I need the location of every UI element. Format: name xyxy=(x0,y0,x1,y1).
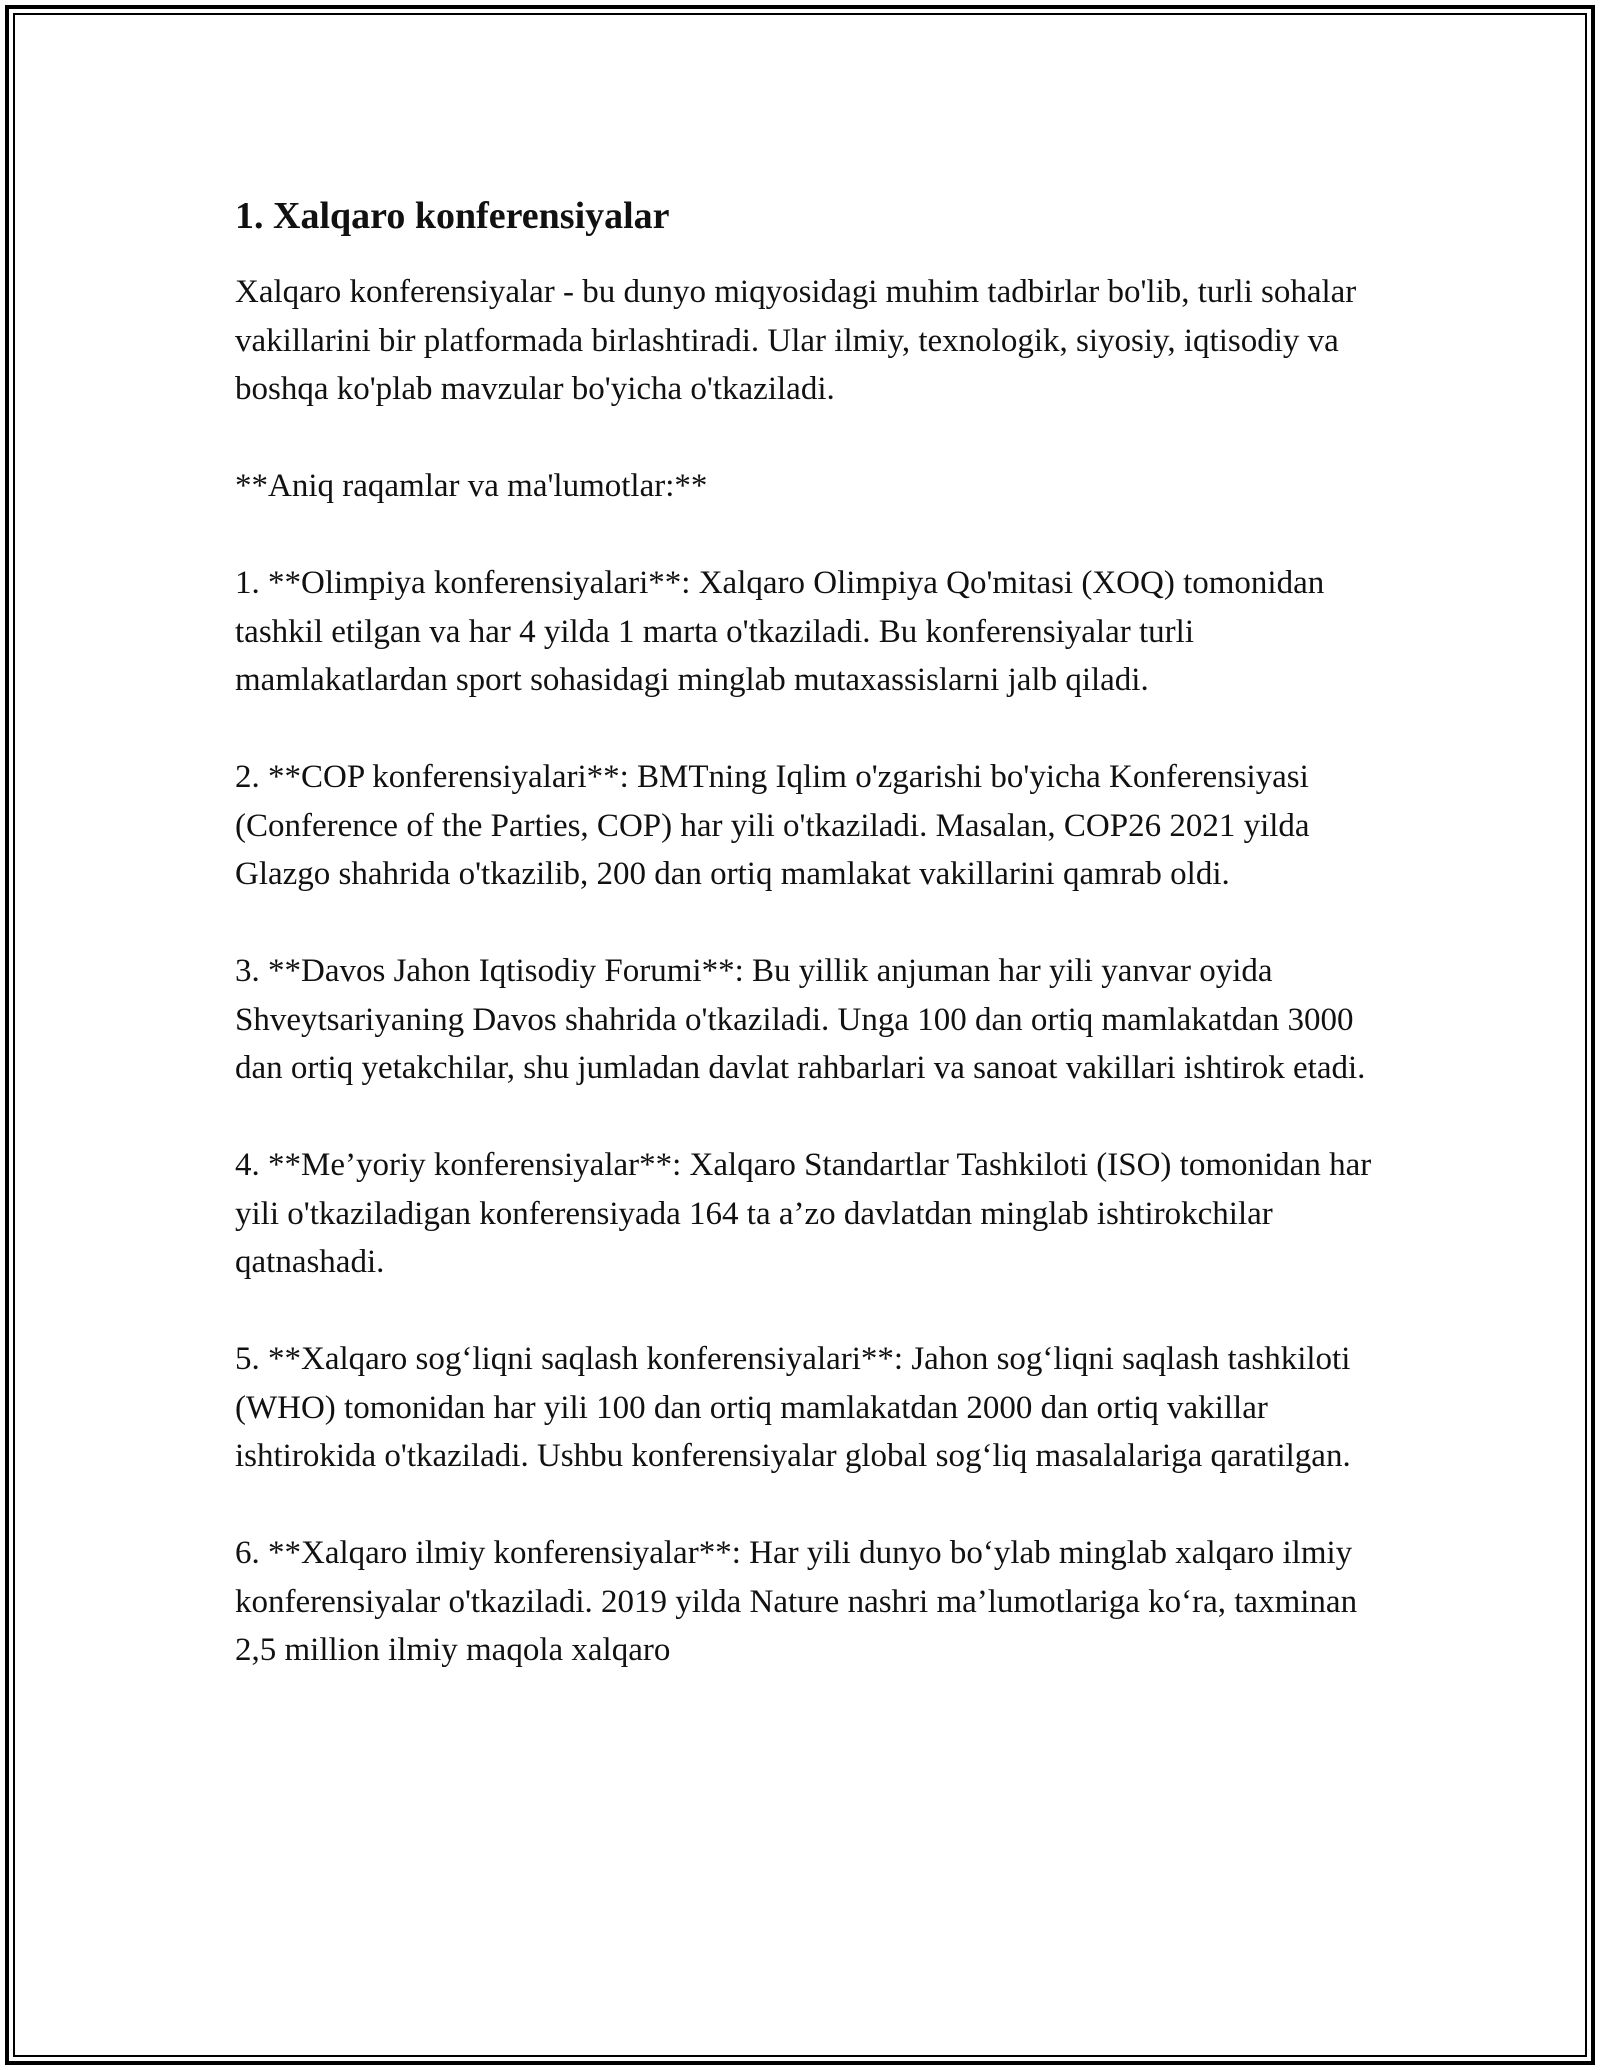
list-item-iso: 4. **Me’yoriy konferensiyalar**: Xalqaro Standartlar Tashkiloti (ISO) tomonidan har yili o'tkaziladigan konferensiyada 164 ta a’zo davlatdan minglab ishtirokchilar qatnashadi. xyxy=(235,1147,1372,1280)
section-heading: 1. Xalqaro konferensiyalar xyxy=(235,195,670,237)
intro-paragraph: Xalqaro konferensiyalar - bu dunyo miqyosidagi muhim tadbirlar bo'lib, turli sohalar vakillarini bir platformada birlashtiradi. Ular ilmiy, texnologik, siyosiy, iqtisodiy va boshqa ko'plab mavzular bo'yicha o'tkaziladi. xyxy=(235,274,1357,407)
list-item-olympic: 1. **Olimpiya konferensiyalari**: Xalqaro Olimpiya Qo'mitasi (XOQ) tomonidan tashkil etilgan va har 4 yilda 1 marta o'tkaziladi. Bu konferensiyalar turli mamlakatlardan sport sohasidagi minglab mutaxassislarni jalb qiladi. xyxy=(235,565,1325,698)
document-body xyxy=(235,186,1385,1675)
list-item-science: 6. **Xalqaro ilmiy konferensiyalar**: Har yili dunyo bo‘ylab minglab xalqaro ilmiy konferensiyalar o'tkaziladi. 2019 yilda Nature nashri ma’lumotlariga ko‘ra, taxminan 2,5 million ilmiy maqola xalqaro xyxy=(235,1535,1358,1668)
list-item-cop: 2. **COP konferensiyalari**: BMTning Iqlim o'zgarishi bo'yicha Konferensiyasi (Conference of the Parties, COP) har yili o'tkaziladi. Masalan, COP26 2021 yilda Glazgo shahrida o'tkazilib, 200 dan ortiq mamlakat vakillarini qamrab oldi. xyxy=(235,759,1310,892)
list-item-health: 5. **Xalqaro sog‘liqni saqlash konferensiyalari**: Jahon sog‘liqni saqlash tashkiloti (WHO) tomonidan har yili 100 dan ortiq mamlakatdan 2000 dan ortiq vakillar ishtirokida o'tkaziladi. Ushbu konferensiyalar global sog‘liq masalalariga qaratilgan. xyxy=(235,1341,1351,1474)
list-item-davos: 3. **Davos Jahon Iqtisodiy Forumi**: Bu yillik anjuman har yili yanvar oyida Shveytsariyaning Davos shahrida o'tkaziladi. Unga 100 dan ortiq mamlakatdan 3000 dan ortiq yetakchilar, shu jumladan davlat rahbarlari va sanoat vakillari ishtirok etadi. xyxy=(235,953,1366,1086)
facts-subheading: **Aniq raqamlar va ma'lumotlar:** xyxy=(235,468,708,504)
